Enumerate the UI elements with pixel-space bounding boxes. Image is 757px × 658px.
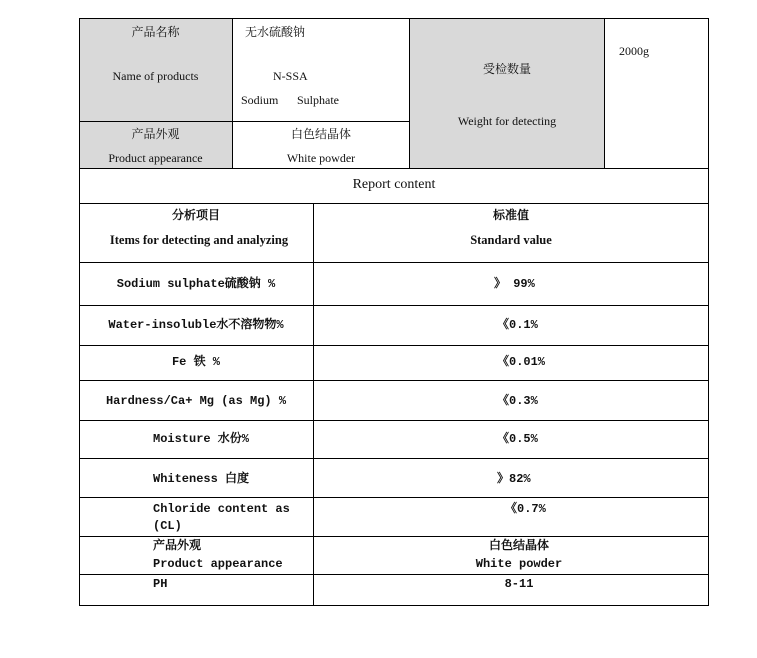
header-col-divider bbox=[232, 18, 233, 168]
column-standard-en: Standard value bbox=[470, 233, 552, 247]
table-row-value: 8-11 bbox=[504, 577, 534, 591]
row-divider bbox=[79, 458, 709, 459]
column-items-en: Items for detecting and analyzing bbox=[109, 233, 289, 247]
table-row-value: 》82% bbox=[497, 472, 531, 486]
header-col-divider bbox=[604, 18, 605, 168]
table-row-item: Hardness/Ca+ Mg (as Mg) % bbox=[105, 394, 287, 408]
appearance-value-cn: 白色结晶体 bbox=[290, 127, 351, 141]
table-row-value-line1: 白色结晶体 bbox=[488, 539, 549, 553]
column-items-cn: 分析项目 bbox=[171, 208, 220, 222]
table-row-item: Sodium sulphate硫酸钠 % bbox=[116, 277, 276, 291]
table-row-item: Moisture 水份% bbox=[153, 432, 250, 446]
report-title: Report content bbox=[352, 177, 436, 192]
column-standard-cn: 标准值 bbox=[492, 208, 529, 222]
row-divider bbox=[79, 420, 709, 421]
table-border-right bbox=[708, 18, 709, 606]
table-row-value: 》 99% bbox=[494, 277, 535, 291]
header-cell-weight bbox=[410, 18, 604, 168]
appearance-label-en: Product appearance bbox=[108, 151, 203, 165]
table-row-item-line2: Product appearance bbox=[153, 557, 283, 571]
table-row-item: Water-insoluble水不溶物物% bbox=[108, 318, 284, 332]
row-divider bbox=[79, 380, 709, 381]
header-col-divider bbox=[409, 18, 410, 168]
product-name-value-cn: 无水硫酸钠 bbox=[245, 25, 306, 39]
table-row-item-line1: Chloride content as bbox=[153, 502, 290, 516]
table-row-value: 《0.7% bbox=[505, 502, 546, 516]
table-border-top bbox=[79, 18, 709, 19]
product-name-label-en: Name of products bbox=[112, 69, 199, 83]
table-row-item: Whiteness 白度 bbox=[153, 472, 250, 486]
row-divider bbox=[79, 497, 709, 498]
row-divider bbox=[79, 536, 709, 537]
column-header-bottom bbox=[79, 262, 709, 263]
table-row-value: 《0.3% bbox=[497, 394, 538, 408]
row-divider bbox=[79, 345, 709, 346]
table-row-value-line2: White powder bbox=[475, 557, 563, 571]
header-divider bbox=[79, 121, 410, 122]
appearance-label-cn: 产品外观 bbox=[131, 127, 180, 141]
row-divider bbox=[79, 574, 709, 575]
product-name-value-en2: Sulphate bbox=[297, 93, 339, 107]
body-col-divider bbox=[313, 203, 314, 606]
weight-value: 2000g bbox=[619, 44, 649, 58]
table-row-value: 《0.5% bbox=[497, 432, 538, 446]
table-row-item-line2: (CL) bbox=[153, 519, 182, 533]
table-border-bottom bbox=[79, 605, 709, 606]
table-row-value: 《0.01% bbox=[497, 355, 546, 369]
product-name-label-cn: 产品名称 bbox=[131, 25, 180, 39]
table-border-left bbox=[79, 18, 80, 606]
header-bottom bbox=[79, 168, 709, 169]
weight-label-en: Weight for detecting bbox=[457, 114, 557, 128]
table-row-item-line1: 产品外观 bbox=[153, 539, 202, 553]
table-row-item: PH bbox=[153, 577, 168, 591]
product-code: N-SSA bbox=[273, 69, 308, 83]
table-row-item: Fe 铁 % bbox=[171, 355, 220, 369]
report-title-bottom bbox=[79, 203, 709, 204]
product-name-value-en1: Sodium bbox=[241, 93, 279, 107]
table-row-value: 《0.1% bbox=[497, 318, 538, 332]
row-divider bbox=[79, 305, 709, 306]
appearance-value-en: White powder bbox=[286, 151, 356, 165]
weight-label-cn: 受检数量 bbox=[482, 62, 531, 76]
